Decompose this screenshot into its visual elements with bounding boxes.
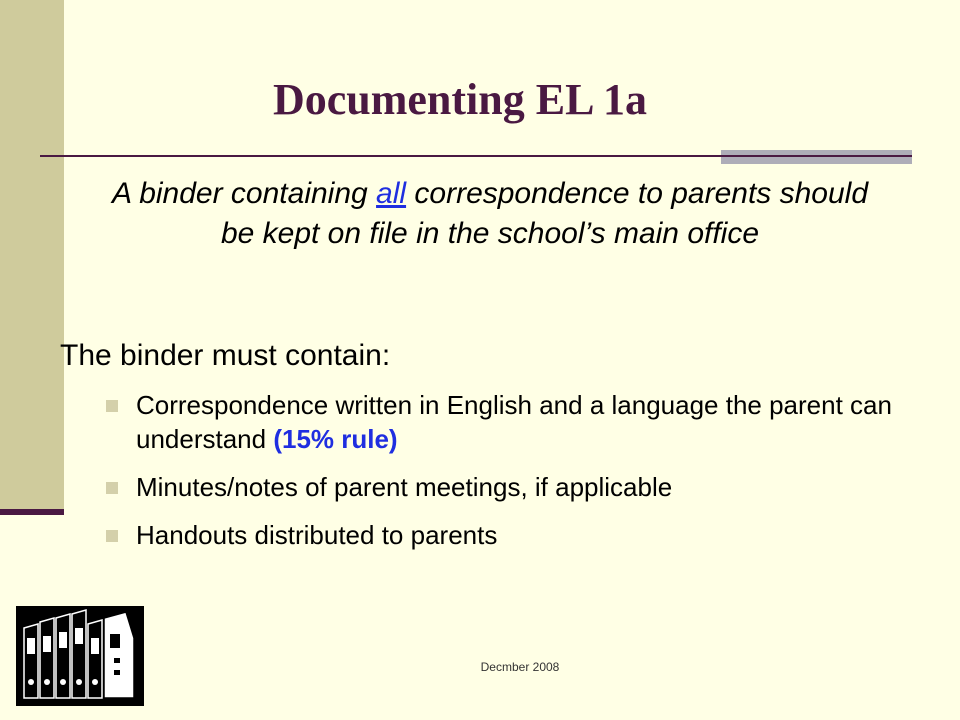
list-item-text: Handouts distributed to parents	[136, 520, 498, 550]
list-intro: The binder must contain:	[60, 339, 391, 372]
bullet-marker	[106, 530, 118, 542]
title-rule	[40, 155, 912, 157]
binders-icon	[16, 598, 146, 708]
list-item	[106, 470, 926, 504]
subtitle-highlight: all	[376, 177, 407, 210]
bullet-list	[106, 388, 926, 566]
side-accent-line	[0, 509, 64, 515]
bullet-marker	[106, 482, 118, 494]
list-item-text: Correspondence written in English and a language the parent can understand	[136, 390, 892, 454]
list-item	[106, 518, 926, 552]
slide-subtitle	[110, 174, 870, 254]
list-item-highlight: (15% rule)	[273, 424, 398, 454]
subtitle-text-end: correspondence to parents should be kept on file in the school’s main office	[220, 177, 869, 250]
bullet-marker	[106, 400, 118, 412]
slide-footer-date: Decmber 2008	[480, 660, 560, 674]
list-item-text: Minutes/notes of parent meetings, if applicable	[136, 472, 673, 502]
subtitle-text-start: A binder containing	[111, 177, 377, 210]
title-rule-accent	[721, 150, 912, 164]
list-item	[106, 388, 926, 456]
side-accent-bar	[0, 0, 64, 510]
slide-title: Documenting EL 1a	[272, 75, 648, 124]
